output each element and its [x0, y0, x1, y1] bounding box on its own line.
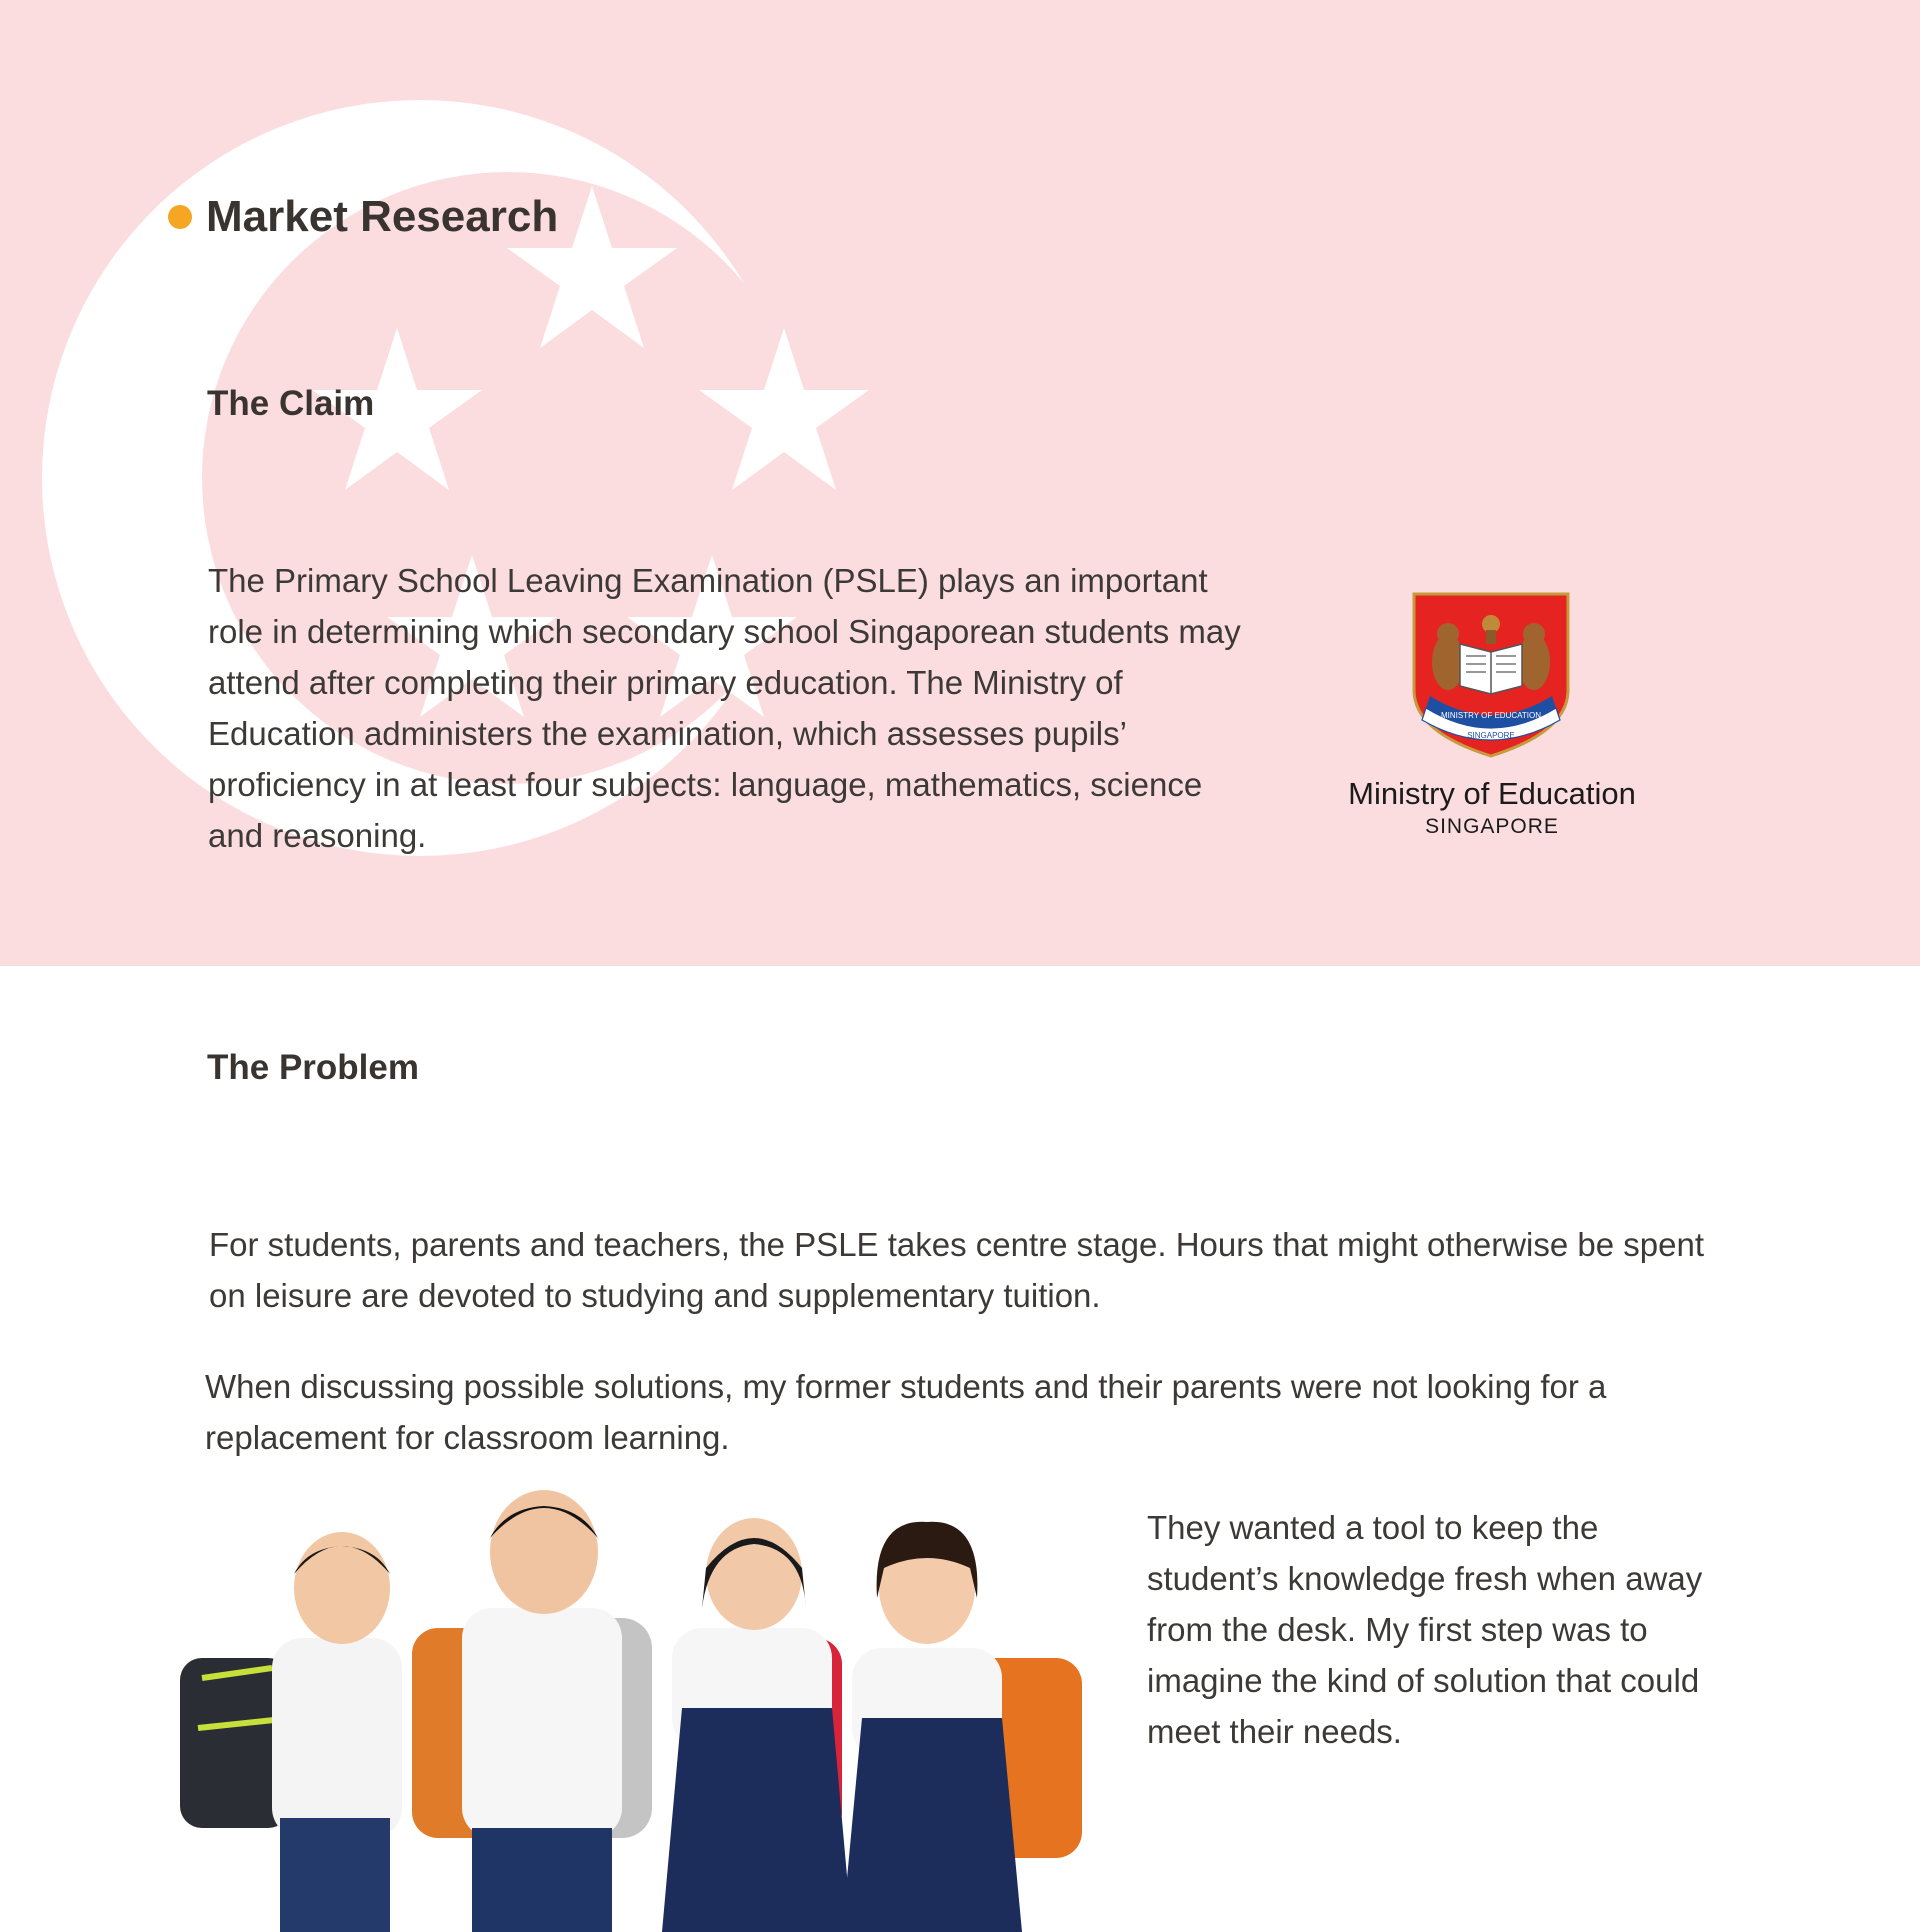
problem-heading: The Problem — [207, 1048, 419, 1087]
moe-country: SINGAPORE — [1425, 815, 1559, 838]
problem-paragraph-1: For students, parents and teachers, the PSLE takes centre stage. Hours that might otherwise be spent on leisure are devoted to studying and supplementary tuition. — [209, 1226, 1704, 1314]
crest-ribbon-text: MINISTRY OF EDUCATION — [1440, 711, 1542, 720]
claim-heading: The Claim — [207, 384, 375, 423]
section-title — [168, 192, 558, 242]
section-title-text: Market Research — [206, 192, 559, 241]
claim-paragraph: The Primary School Leaving Examination (PSLE) plays an important role in determining which secondary school Singaporean students may attend after completing their primary education. The Ministry of Education administers the examination, which assesses pupils’ proficiency in at least four subjects: language, mathematics, science and reasoning. — [208, 562, 1241, 854]
crest-sub-text: SINGAPORE — [1467, 731, 1515, 740]
students-photo — [162, 1488, 1118, 1932]
moe-org-name: Ministry of Education — [1348, 776, 1636, 811]
moe-crest-logo — [1412, 592, 1570, 758]
problem-paragraph-3: They wanted a tool to keep the student’s knowledge fresh when away from the desk. My first step was to imagine the kind of solution that could meet their needs. — [1147, 1509, 1703, 1750]
problem-paragraph-2: When discussing possible solutions, my former students and their parents were not looking for a replacement for classroom learning. — [205, 1368, 1607, 1456]
orange-bullet-icon — [168, 205, 192, 229]
